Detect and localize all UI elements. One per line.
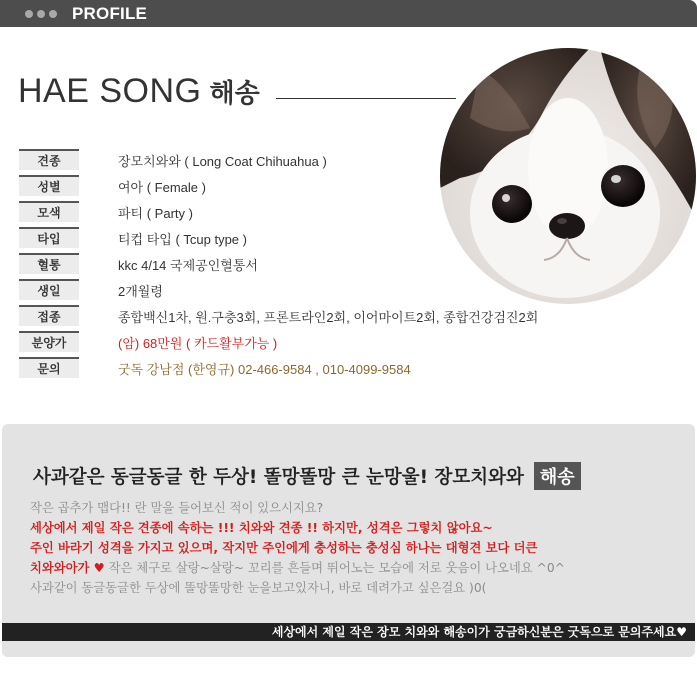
contact-value: 굿독 강남점 (한영규) 02-466-9584 , 010-4099-9584 bbox=[118, 362, 411, 377]
promo-line: 주인 바라기 성격을 가지고 있으며, 작지만 주인에게 충성하는 충성심 하나는 대형견 보다 더큰 bbox=[30, 541, 538, 555]
dot-icon bbox=[25, 10, 33, 18]
contact-footer-bar: 세상에서 제일 작은 장모 치와와 해송이가 궁금하신분은 굿독으로 문의주세요♥ bbox=[2, 623, 695, 641]
promo-line: 사과같이 동글동글한 두상에 똘망똘망한 눈을보고있자니, 바로 데려가고 싶은걸요 )0( bbox=[30, 581, 487, 595]
profile-header-bar bbox=[0, 0, 697, 27]
spec-row-birthday bbox=[19, 277, 559, 303]
spec-label: 모색 bbox=[19, 201, 79, 222]
spec-label: 성별 bbox=[19, 175, 79, 196]
name-korean: 해송 bbox=[209, 79, 260, 109]
promo-line-highlight: 치와와아가 ♥ bbox=[30, 561, 105, 575]
spec-label: 접종 bbox=[19, 305, 79, 326]
spec-row-breed bbox=[19, 147, 559, 173]
header-dots-icon bbox=[25, 10, 57, 18]
spec-label: 분양가 bbox=[19, 331, 79, 352]
page-title bbox=[18, 72, 260, 111]
header-label: PROFILE bbox=[72, 4, 148, 23]
name-english: HAE SONG bbox=[18, 72, 202, 110]
promo-headline-text: 사과같은 동글동글 한 두상! 똘망똘망 큰 눈망울! 장모치와와 bbox=[33, 467, 524, 488]
promo-line bbox=[30, 558, 680, 578]
spec-row-price bbox=[19, 329, 559, 355]
spec-value: 2개월령 bbox=[118, 284, 163, 299]
promo-line: 작은 곱추가 맵다!! 란 말을 들어보신 적이 있으시지요? bbox=[30, 501, 324, 515]
spec-label: 타입 bbox=[19, 227, 79, 248]
spec-label: 생일 bbox=[19, 279, 79, 300]
spec-table bbox=[19, 147, 559, 381]
spec-row-vaccination bbox=[19, 303, 559, 329]
spec-value: 여아 ( Female ) bbox=[118, 180, 206, 195]
promo-line-rest: 작은 체구로 살랑~살랑~ 꼬리를 흔들며 뛰어노는 모습에 저로 웃음이 나오네요 ^0^ bbox=[104, 561, 565, 575]
dot-icon bbox=[49, 10, 57, 18]
promo-line: 세상에서 제일 작은 견종에 속하는 !!! 치와와 견종 !! 하지만, 성격은 그렇치 않아요~ bbox=[30, 521, 493, 535]
spec-row-pedigree bbox=[19, 251, 559, 277]
spec-value: 티컵 타입 ( Tcup type ) bbox=[118, 232, 247, 247]
promo-description bbox=[30, 498, 680, 598]
spec-value: 장모치와와 ( Long Coat Chihuahua ) bbox=[118, 154, 327, 169]
spec-row-color bbox=[19, 199, 559, 225]
price-value: (암) 68만원 ( 카드활부가능 ) bbox=[118, 336, 278, 351]
dot-icon bbox=[37, 10, 45, 18]
spec-value: 종합백신1차, 원.구충3회, 프론트라인2회, 이어마이트2회, 종합건강검진2회 bbox=[118, 310, 539, 325]
spec-row-type bbox=[19, 225, 559, 251]
spec-row-gender bbox=[19, 173, 559, 199]
spec-label: 혈통 bbox=[19, 253, 79, 274]
title-divider bbox=[276, 98, 456, 99]
spec-value: kkc 4/14 국제공인혈통서 bbox=[118, 258, 258, 273]
spec-label: 견종 bbox=[19, 149, 79, 170]
name-badge: 해송 bbox=[534, 462, 581, 490]
spec-label: 문의 bbox=[19, 357, 79, 378]
spec-row-contact bbox=[19, 355, 559, 381]
promo-headline bbox=[33, 462, 581, 490]
promo-section bbox=[2, 424, 695, 657]
spec-value: 파티 ( Party ) bbox=[118, 206, 193, 221]
